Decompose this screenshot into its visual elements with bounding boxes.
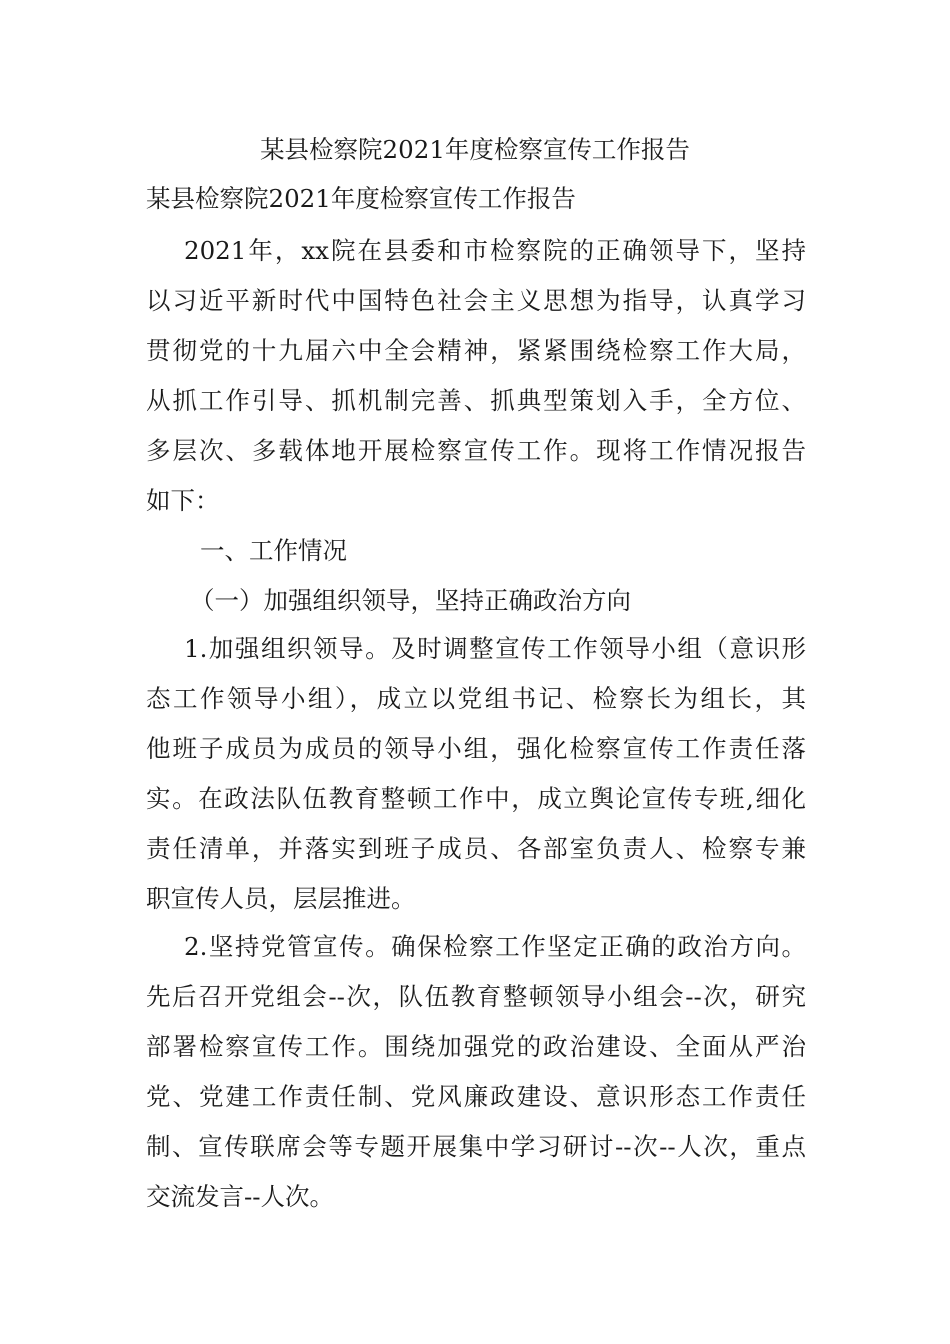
document-title: 某县检察院2021年度检察宣传工作报告	[260, 135, 690, 164]
paragraph-line: 1.加强组织领导。及时调整宣传工作领导小组（意识形	[184, 634, 806, 663]
paragraph-line: 态工作领导小组），成立以党组书记、检察长为组长，其	[146, 684, 806, 713]
paragraph-line: 2021年，xx院在县委和市检察院的正确领导下，坚持	[184, 236, 806, 265]
paragraph-line: 多层次、多载体地开展检察宣传工作。现将工作情况报告	[146, 436, 806, 465]
paragraph-line: 部署检察宣传工作。围绕加强党的政治建设、全面从严治	[146, 1032, 806, 1061]
paragraph-line: 从抓工作引导、抓机制完善、抓典型策划入手，全方位、	[146, 386, 806, 415]
subsection-heading: （一）加强组织领导，坚持正确政治方向	[190, 586, 631, 615]
paragraph-line: 党、党建工作责任制、党风廉政建设、意识形态工作责任	[146, 1082, 806, 1111]
paragraph-line: 实。在政法队伍教育整顿工作中，成立舆论宣传专班,细化	[146, 784, 806, 813]
paragraph-line: 2.坚持党管宣传。确保检察工作坚定正确的政治方向。	[184, 932, 806, 961]
paragraph-line: 责任清单，并落实到班子成员、各部室负责人、检察专兼	[146, 834, 806, 863]
paragraph-line: 先后召开党组会--次，队伍教育整顿领导小组会--次，研究	[146, 982, 806, 1011]
paragraph-line: 职宣传人员，层层推进。	[146, 884, 416, 913]
section-heading: 一、工作情况	[200, 536, 347, 565]
paragraph-line: 交流发言--人次。	[146, 1182, 335, 1211]
paragraph-line: 以习近平新时代中国特色社会主义思想为指导，认真学习	[146, 286, 806, 315]
paragraph-line: 制、宣传联席会等专题开展集中学习研讨--次--人次，重点	[146, 1132, 806, 1161]
document-subtitle: 某县检察院2021年度检察宣传工作报告	[146, 184, 576, 213]
paragraph-line: 贯彻党的十九届六中全会精神，紧紧围绕检察工作大局，	[146, 336, 806, 365]
paragraph-line: 如下：	[146, 486, 220, 515]
paragraph-line: 他班子成员为成员的领导小组，强化检察宣传工作责任落	[146, 734, 806, 763]
